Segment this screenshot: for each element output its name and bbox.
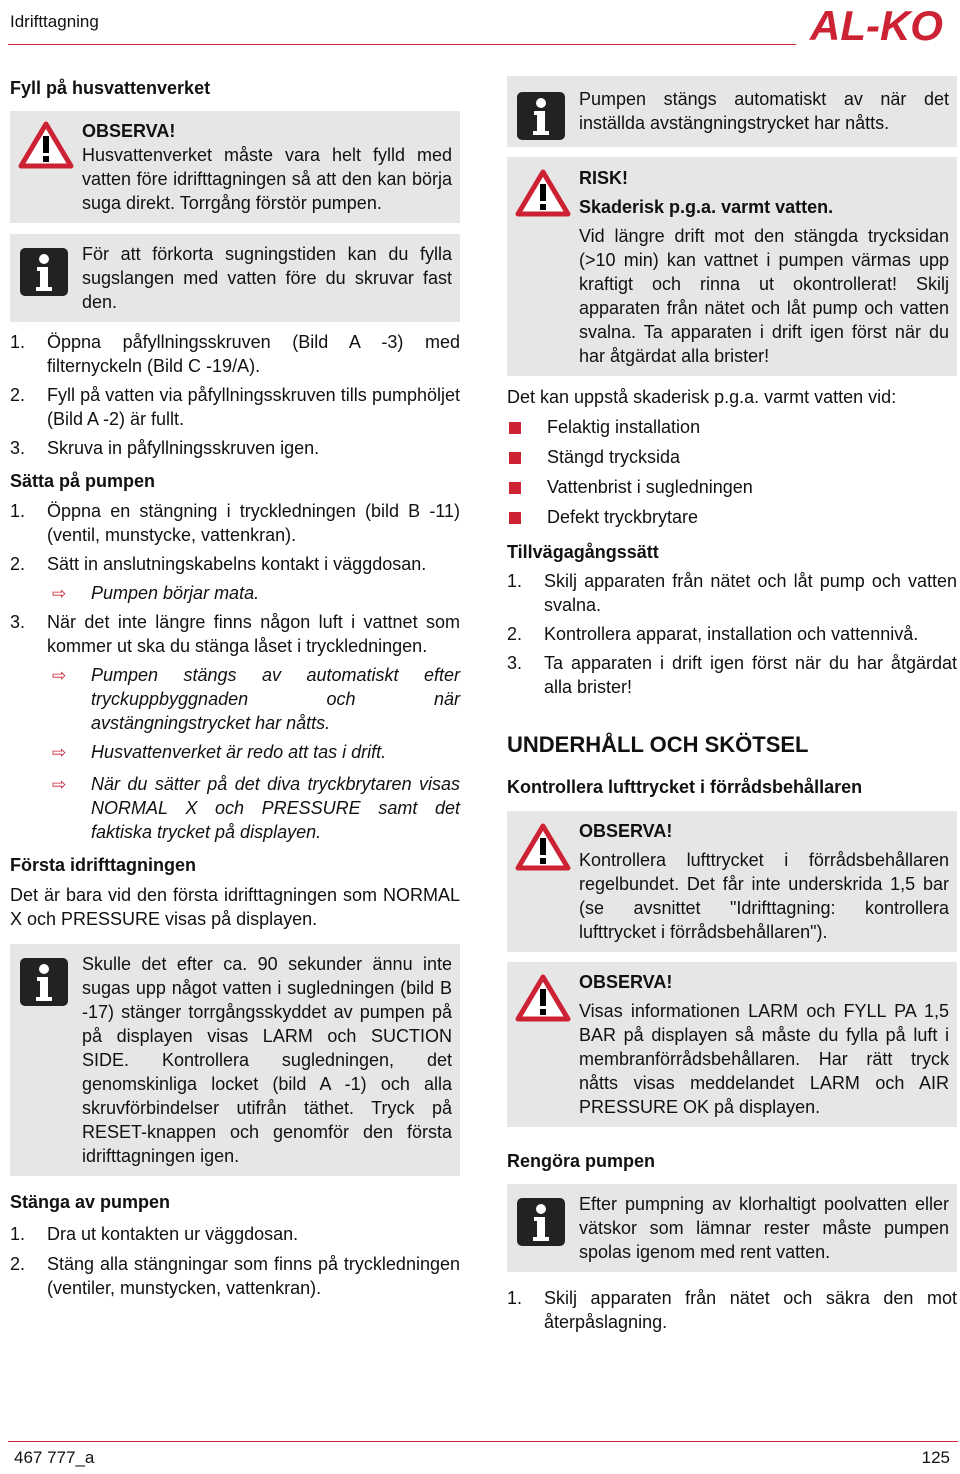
bullet-square-icon — [509, 512, 521, 524]
bullet-square-icon — [509, 452, 521, 464]
list-item: 1. Öppna påfyllningsskruven (Bild A -3) med filternyckeln (Bild C -19/A). — [10, 332, 460, 376]
risk-title: RISK! — [579, 168, 628, 188]
info-text: Skulle det efter ca. 90 sekunder ännu inte sugas upp något vatten i sugledningen (bild B -17) stänger torrgångsskyddet av pumpen på på displayen visas LARM och SUCTION SIDE. Kontrollera sugledningen, det genomskinliga locket (bild A -1) och alla skruvförbindelser utifrån täthet. Tryck på RESET-knappen och genomför den första idrifttagningen igen. — [82, 954, 452, 1166]
list-item: 2. Kontrollera apparat, installation och vattennivå. — [507, 624, 919, 644]
result-arrow-icon: ⇨ — [52, 775, 67, 794]
list-item: 2. Sätt in anslutningskabelns kontakt i väggdosan. — [10, 554, 427, 574]
heading-satta: Sätta på pumpen — [10, 471, 156, 491]
heading-underhall: UNDERHÅLL OCH SKÖTSEL — [507, 732, 809, 757]
risk-subtitle: Skaderisk p.g.a. varmt vatten. — [579, 197, 834, 217]
list-item: 2. Fyll på vatten via påfyllningsskruven tills pumphöljet (Bild A -2) är fullt. — [10, 385, 460, 429]
warning-text: Husvattenverket måste vara helt fylld med vatten före idrifttagningen så att den kan börja suga direkt. Torrgång förstör pumpen. — [82, 145, 452, 213]
result-arrow-icon: ⇨ — [52, 743, 67, 762]
result-item: ⇨ Husvattenverket är redo att tas i drift. — [10, 740, 460, 764]
result-item: ⇨ Pumpen börjar mata. — [10, 581, 460, 605]
heading-rengora: Rengöra pumpen — [507, 1151, 656, 1171]
risk-box — [507, 157, 957, 376]
logo-text: AL-KO — [810, 6, 943, 44]
warning-title: OBSERVA! — [82, 121, 176, 141]
warning-box-2 — [507, 811, 957, 952]
bullet-item: Vattenbrist i sugledningen — [507, 475, 957, 499]
header-rule — [8, 44, 796, 45]
tillv-steps — [507, 569, 957, 699]
left-column — [10, 76, 460, 1300]
list-item: 2. Stäng alla stängningar som finns på tryckledningen (ventiler, munstycken, vattenkran). — [10, 1254, 460, 1298]
footer-rule — [8, 1441, 958, 1442]
result-item: ⇨ Pumpen stängs av automatiskt efter tryckuppbyggnaden och när avstängningstrycket har nåtts. — [52, 665, 460, 733]
page-number: 125 — [921, 1448, 950, 1467]
list-item: 3. När det inte längre finns någon luft i vattnet som kommer ut ska du stänga låset i tryckledningen. — [10, 612, 460, 656]
bullet-item: Felaktig installation — [507, 415, 957, 439]
info-icon — [18, 246, 70, 298]
stanga-steps — [10, 1222, 460, 1300]
list-item: 3. Skruva in påfyllningsskruven igen. — [10, 438, 320, 458]
fyll-steps — [10, 330, 460, 460]
info-box-4 — [507, 1184, 957, 1272]
info-box-2 — [10, 944, 460, 1176]
heading-stanga: Stänga av pumpen — [10, 1192, 171, 1212]
list-item: 1. Skilj apparaten från nätet och säkra den mot återpåslagning. — [507, 1288, 957, 1332]
result-arrow-icon: ⇨ — [52, 666, 67, 685]
list-item: 1. Öppna en stängning i tryckledningen (bild B -11) (ventil, munstycke, vattenkran). — [10, 501, 460, 545]
list-item: 1. Dra ut kontakten ur väggdosan. — [10, 1224, 299, 1244]
rengora-steps — [507, 1286, 957, 1334]
warning-triangle-icon — [515, 974, 571, 1022]
warning-text: Visas informationen LARM och FYLL PA 1,5 BAR på displayen så måste du fylla på luft i membranförrådsbehållaren. Har rätt tryck nåtts visas meddelandet LARM och AIR PRESSURE OK på displayen. — [579, 1001, 949, 1117]
heading-tillvagagangssatt: Tillvägagångssätt — [507, 542, 659, 562]
info-icon — [515, 1196, 567, 1248]
heading-kontrollera: Kontrollera lufttrycket i förrådsbehållaren — [507, 777, 863, 797]
satta-steps — [10, 499, 460, 844]
doc-number: 467 777_a — [14, 1448, 95, 1467]
warning-text: Kontrollera lufttrycket i förrådsbehållaren regelbundet. Det får inte underskrida 1,5 bar (se avsnittet "Idrifttagning: kontrollera lufttrycket i förrådsbehållaren"). — [579, 850, 949, 942]
info-icon — [18, 956, 70, 1008]
info-box-3 — [507, 76, 957, 147]
heading-forsta: Första idrifttagningen — [10, 855, 196, 875]
risk-intro: Det kan uppstå skaderisk p.g.a. varmt vatten vid: — [507, 387, 897, 407]
warning-triangle-icon — [18, 121, 74, 169]
info-text: För att förkorta sugningstiden kan du fylla sugslangen med vatten före du skruvar fast den. — [82, 244, 452, 312]
warning-box-3 — [507, 962, 957, 1127]
list-item: 3. Ta apparaten i drift igen först när du har åtgärdat alla brister! — [507, 653, 957, 697]
list-item: 1. Skilj apparaten från nätet och låt pump och vatten svalna. — [507, 571, 957, 615]
right-column — [507, 76, 957, 1334]
header-section-title: Idrifttagning — [10, 12, 99, 31]
bullet-square-icon — [509, 422, 521, 434]
bullet-square-icon — [509, 482, 521, 494]
info-text: Pumpen stängs automatiskt av när det inställda avstängningstrycket har nåtts. — [579, 89, 949, 133]
alko-logo — [808, 6, 956, 44]
warning-box-1 — [10, 111, 460, 223]
risk-list — [507, 415, 957, 529]
forsta-text: Det är bara vid den första idrifttagningen som NORMAL X och PRESSURE visas på displayen. — [10, 885, 460, 929]
bullet-item: Defekt tryckbrytare — [507, 505, 957, 529]
risk-text: Vid längre drift mot den stängda trycksidan (>10 min) kan vattnet i pumpen värmas upp kraftigt och rinna ut okontrollerat! Skilj apparaten från nätet och låt pump och vatten svalna. Ta apparaten i drift igen först när du har åtgärdat alla brister! — [579, 226, 949, 366]
info-icon — [515, 90, 567, 142]
heading-fyll: Fyll på husvattenverket — [10, 78, 211, 98]
warning-title: OBSERVA! — [579, 821, 673, 841]
info-box-1 — [10, 234, 460, 322]
warning-title: OBSERVA! — [579, 972, 673, 992]
info-text: Efter pumpning av klorhaltigt poolvatten eller vätskor som lämnar rester måste pumpen spolas igenom med rent vatten. — [579, 1194, 949, 1262]
result-item: ⇨ När du sätter på det diva tryckbrytaren visas NORMAL X och PRESSURE samt det faktiska trycket på displayen. — [52, 774, 460, 842]
bullet-item: Stängd trycksida — [507, 445, 957, 469]
warning-triangle-icon — [515, 169, 571, 217]
result-arrow-icon: ⇨ — [52, 584, 67, 603]
warning-triangle-icon — [515, 823, 571, 871]
